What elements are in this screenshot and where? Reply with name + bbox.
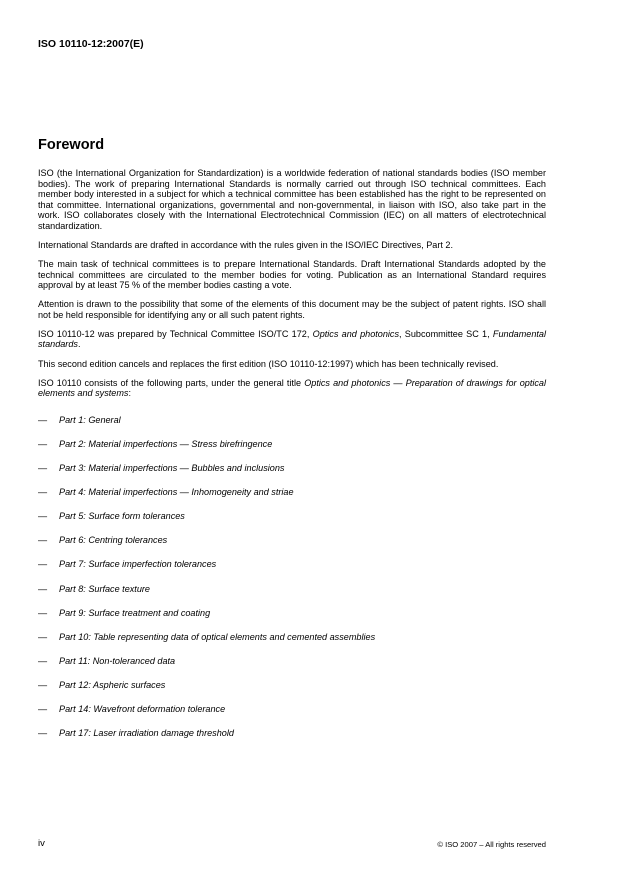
list-item <box>38 415 546 439</box>
paragraph-organization: ISO (the International Organization for Standardization) is a worldwide federation of national standards bodies (ISO member bodies). The work of preparing International Standards is normally carried out through ISO technical committees. Each member body interested in a subject for which a technical committee has been established has the right to be represented on that committee. International organizations, governmental and non-governmental, in liaison with ISO, also take part in the work. ISO collaborates closely with the International Electrotechnical Commission (IEC) on all matters of electrotechnical standardization. <box>38 168 546 231</box>
paragraph-patent-rights: Attention is drawn to the possibility that some of the elements of this document may be the subject of patent rights. ISO shall not be held responsible for identifying any or all such patent rights. <box>38 299 546 320</box>
part-title: Part 11: Non-toleranced data <box>59 655 176 666</box>
part-title: Part 12: Aspheric surfaces <box>59 679 166 690</box>
list-item <box>38 463 546 487</box>
prepared-by-text-3: . <box>77 339 81 350</box>
part-title: Part 6: Centring tolerances <box>59 535 168 546</box>
part-title: Part 9: Surface treatment and coating <box>59 607 211 618</box>
part-title: Part 14: Wavefront deformation tolerance <box>59 703 226 714</box>
list-dash: — <box>38 511 48 522</box>
list-dash: — <box>38 583 48 594</box>
part-title: Part 2: Material imperfections — Stress birefringence <box>59 438 273 449</box>
part-title: Part 1: General <box>59 414 121 425</box>
list-dash: — <box>38 679 48 690</box>
list-dash: — <box>38 463 48 474</box>
list-dash: — <box>38 655 48 666</box>
paragraph-directives: International Standards are drafted in accordance with the rules given in the ISO/IEC Directives, Part 2. <box>38 239 453 250</box>
part-title: Part 5: Surface form tolerances <box>59 511 185 522</box>
subcommittee-title: Fundamental standards <box>38 328 546 350</box>
list-item <box>38 439 546 463</box>
page-title: Foreword <box>38 137 105 153</box>
committee-title: Optics and photonics <box>312 328 400 339</box>
prepared-by-text-2: , Subcommittee SC 1, <box>399 328 493 339</box>
list-item <box>38 535 546 559</box>
part-title: Part 7: Surface imperfection tolerances <box>59 559 217 570</box>
paragraph-main-task: The main task of technical committees is to prepare International Standards. Draft International Standards adopted by the technical committees are circulated to the member bodies for voting. Publication as an International Standard requires approval by at least 75 % of the member bodies casting a vote. <box>38 259 546 291</box>
part-title: Part 4: Material imperfections — Inhomogeneity and striae <box>59 487 294 498</box>
list-dash: — <box>38 703 48 714</box>
list-item <box>38 680 546 704</box>
page-number: iv <box>38 838 45 849</box>
list-item <box>38 656 546 680</box>
list-dash: — <box>38 438 48 449</box>
list-dash: — <box>38 631 48 642</box>
list-item <box>38 704 546 728</box>
list-item <box>38 608 546 632</box>
list-dash: — <box>38 559 48 570</box>
list-dash: — <box>38 487 48 498</box>
paragraph-prepared-by <box>38 329 546 350</box>
part-title: Part 3: Material imperfections — Bubbles and inclusions <box>59 463 285 474</box>
paragraph-edition: This second edition cancels and replaces the first edition (ISO 10110-12:1997) which has been technically revised. <box>38 358 499 369</box>
paragraph-parts-intro <box>38 378 546 399</box>
parts-list <box>38 415 546 752</box>
parts-intro-colon: : <box>128 388 132 399</box>
document-id-header: ISO 10110-12:2007(E) <box>38 38 144 50</box>
list-item <box>38 632 546 656</box>
list-dash: — <box>38 607 48 618</box>
parts-intro-text: ISO 10110 consists of the following parts, under the general title <box>38 377 305 388</box>
list-dash: — <box>38 535 48 546</box>
foreword-body <box>38 168 546 752</box>
list-item <box>38 559 546 583</box>
copyright-notice: © ISO 2007 – All rights reserved <box>437 840 546 849</box>
part-title: Part 8: Surface texture <box>59 583 150 594</box>
list-dash: — <box>38 414 48 425</box>
list-item <box>38 728 546 752</box>
list-item <box>38 511 546 535</box>
part-title: Part 10: Table representing data of optical elements and cemented assemblies <box>59 631 376 642</box>
part-title: Part 17: Laser irradiation damage threshold <box>59 728 234 739</box>
list-item <box>38 487 546 511</box>
list-dash: — <box>38 728 48 739</box>
prepared-by-text-1: ISO 10110-12 was prepared by Technical Committee ISO/TC 172, <box>38 328 313 339</box>
list-item <box>38 584 546 608</box>
general-title: Optics and photonics — Preparation of drawings for optical elements and systems <box>38 377 546 399</box>
